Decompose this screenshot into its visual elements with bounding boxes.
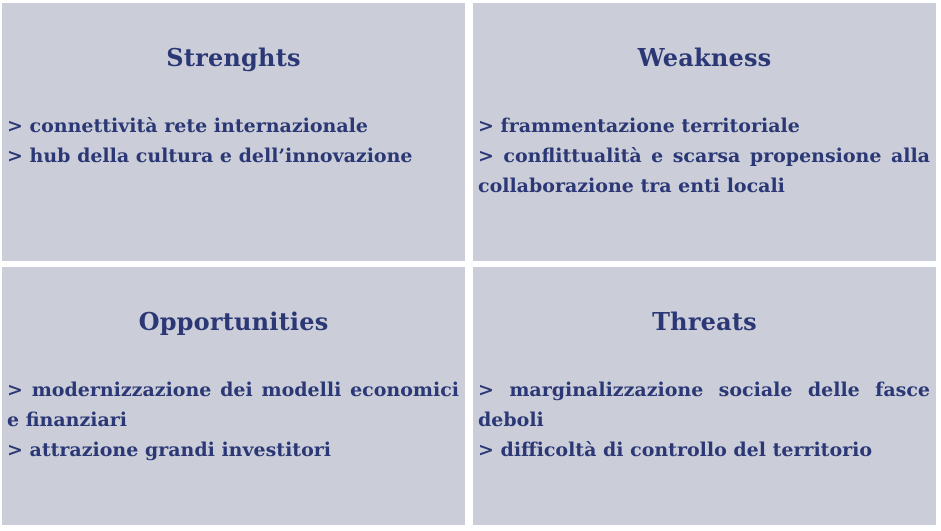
- strengths-title: Strenghts: [166, 43, 301, 72]
- opportunities-quadrant: [2, 267, 465, 525]
- weakness-item: > frammentazione territoriale: [478, 115, 800, 137]
- strengths-item: > connettività rete internazionale: [7, 115, 368, 137]
- strengths-item: > hub della cultura e dell’innovazione: [7, 145, 413, 167]
- weakness-title: Weakness: [637, 43, 772, 72]
- threats-item: > difficoltà di controllo del territorio: [478, 439, 873, 461]
- weakness-quadrant: [473, 3, 936, 261]
- weakness-list: [478, 111, 930, 201]
- weakness-item: > conflittualità e scarsa propensione alla collaborazione tra enti locali: [478, 145, 930, 197]
- threats-item: > marginalizzazione sociale delle fasce deboli: [478, 379, 930, 431]
- opportunities-item: > modernizzazione dei modelli economici e finanziari: [7, 379, 459, 431]
- strengths-list: [7, 111, 459, 171]
- opportunities-list: [7, 375, 459, 465]
- threats-quadrant: [473, 267, 936, 525]
- threats-title: Threats: [652, 307, 757, 336]
- opportunities-title: Opportunities: [138, 307, 329, 336]
- threats-list: [478, 375, 930, 465]
- opportunities-item: > attrazione grandi investitori: [7, 439, 331, 461]
- strengths-quadrant: [2, 3, 465, 261]
- swot-matrix: [2, 3, 936, 527]
